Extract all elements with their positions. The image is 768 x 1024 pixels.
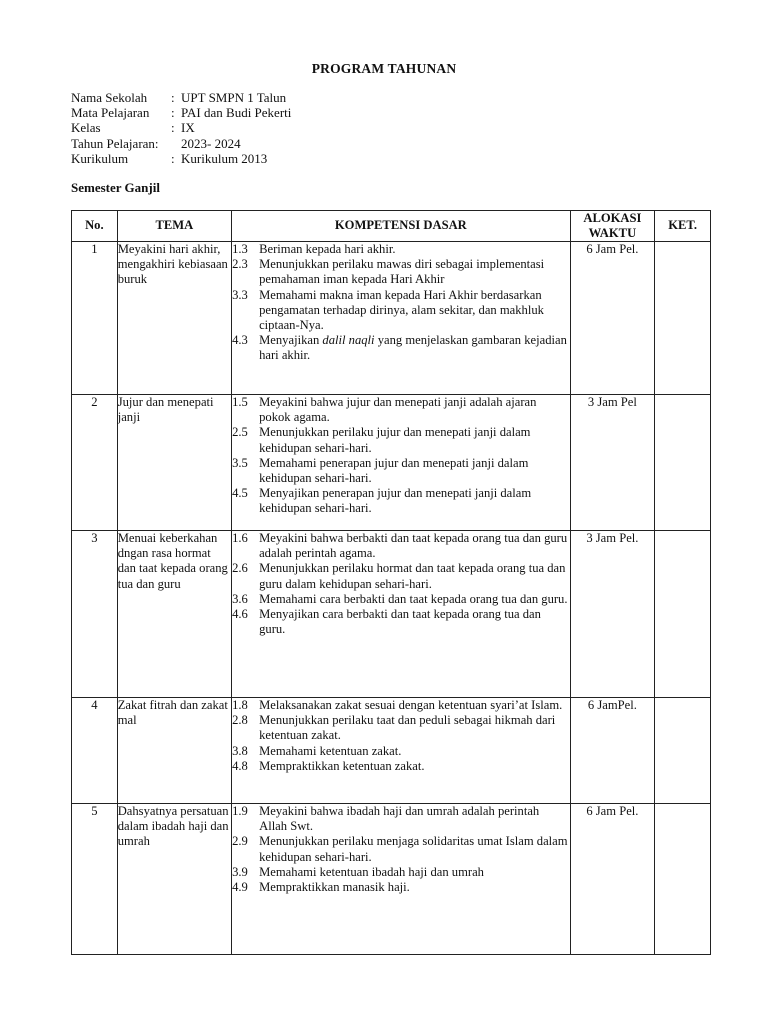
kd-item bbox=[232, 257, 569, 287]
kd-number: 3.5 bbox=[232, 455, 248, 470]
kd-text: Menyajikan cara berbakti dan taat kepada orang tua dan guru. bbox=[259, 607, 541, 637]
cell-no: 1 bbox=[72, 242, 118, 395]
kd-item bbox=[232, 607, 569, 637]
kd-number: 2.5 bbox=[232, 425, 248, 440]
header-alokasi-waktu bbox=[570, 211, 655, 242]
kd-text: Menunjukkan perilaku taat dan peduli sebagai hikmah dari ketentuan zakat. bbox=[259, 713, 556, 743]
kd-text-italic: dalil naqli bbox=[322, 333, 375, 348]
kd-number: 4.8 bbox=[232, 758, 248, 773]
semester-heading: Semester Ganjil bbox=[71, 180, 160, 195]
info-separator: : bbox=[171, 150, 175, 166]
info-row-school bbox=[71, 90, 291, 105]
kd-item bbox=[232, 804, 569, 834]
header-tema: TEMA bbox=[117, 211, 231, 242]
kd-text: Menunjukkan perilaku mawas diri sebagai implementasi pemahaman iman kepada Hari Akhir bbox=[259, 257, 545, 287]
kd-text: Memahami makna iman kepada Hari Akhir berdasarkan pengamatan terhadap dirinya, alam sekitar, dan makhluk ciptaan-Nya. bbox=[259, 287, 544, 333]
kd-text: Memahami ketentuan zakat. bbox=[259, 743, 402, 758]
info-label: Kurikulum bbox=[71, 150, 129, 166]
cell-alokasi: 3 Jam Pel bbox=[570, 395, 655, 531]
cell-ket bbox=[655, 804, 711, 955]
kd-item bbox=[232, 425, 569, 455]
kd-text: Menunjukkan perilaku jujur dan menepati janji dalam kehidupan sehari-hari. bbox=[259, 425, 531, 455]
kd-number: 2.6 bbox=[232, 561, 248, 576]
school-info bbox=[71, 90, 291, 166]
cell-ket bbox=[655, 698, 711, 804]
kd-number: 4.3 bbox=[232, 333, 248, 348]
info-value: IX bbox=[181, 120, 195, 136]
cell-tema: Menuai keberkahan dngan rasa hormat dan taat kepada orang tua dan guru bbox=[117, 531, 231, 698]
table-row bbox=[72, 242, 711, 395]
info-separator: : bbox=[171, 90, 175, 105]
kd-number: 2.9 bbox=[232, 834, 248, 849]
kd-item bbox=[232, 744, 569, 759]
kd-item bbox=[232, 456, 569, 486]
kd-text bbox=[259, 333, 569, 363]
document-title: PROGRAM TAHUNAN bbox=[311, 61, 457, 76]
kd-text: Memahami ketentuan ibadah haji dan umrah bbox=[259, 864, 484, 879]
kd-text: Mempraktikkan ketentuan zakat. bbox=[259, 758, 425, 773]
kd-text: Menunjukkan perilaku menjaga solidaritas umat Islam dalam kehidupan sehari-hari. bbox=[259, 834, 568, 864]
kd-text: Memahami penerapan jujur dan menepati janji dalam kehidupan sehari-hari. bbox=[259, 455, 529, 486]
header-no: No. bbox=[72, 211, 118, 242]
kd-number: 2.8 bbox=[232, 713, 248, 728]
kd-item bbox=[232, 759, 569, 774]
cell-kompetensi-dasar bbox=[232, 395, 570, 531]
info-value: Kurikulum 2013 bbox=[181, 150, 268, 166]
kd-number: 3.6 bbox=[232, 591, 248, 606]
info-row-subject bbox=[71, 105, 291, 120]
header-alokasi-line2: WAKTU bbox=[588, 226, 637, 240]
kd-number: 4.9 bbox=[232, 880, 248, 895]
kd-item bbox=[232, 561, 569, 591]
cell-kompetensi-dasar bbox=[232, 531, 570, 698]
kd-item bbox=[232, 395, 569, 425]
kd-number: 1.5 bbox=[232, 395, 248, 409]
cell-alokasi: 3 Jam Pel. bbox=[570, 531, 655, 698]
kd-text: Beriman kepada hari akhir. bbox=[259, 242, 396, 256]
table-row bbox=[72, 395, 711, 531]
info-row-class bbox=[71, 120, 291, 135]
cell-tema: Dahsyatnya persatuan dalam ibadah haji dan umrah bbox=[117, 804, 231, 955]
kd-text: Menunjukkan perilaku hormat dan taat kepada orang tua dan guru dalam kehidupan sehari-hari. bbox=[259, 561, 566, 591]
info-label: Kelas bbox=[71, 120, 101, 136]
info-separator bbox=[171, 136, 181, 151]
kd-number: 1.9 bbox=[232, 804, 248, 818]
cell-tema: Meyakini hari akhir, mengakhiri kebiasaan buruk bbox=[117, 242, 231, 395]
cell-tema: Zakat fitrah dan zakat mal bbox=[117, 698, 231, 804]
cell-no: 2 bbox=[72, 395, 118, 531]
info-row-curriculum bbox=[71, 151, 291, 166]
kd-item bbox=[232, 698, 569, 713]
kd-item bbox=[232, 531, 569, 561]
kd-number: 2.3 bbox=[232, 257, 248, 272]
info-label: Nama Sekolah bbox=[71, 90, 148, 105]
program-table bbox=[71, 210, 711, 955]
cell-ket bbox=[655, 531, 711, 698]
kd-item bbox=[232, 880, 569, 895]
kd-item bbox=[232, 486, 569, 516]
info-value: UPT SMPN 1 Talun bbox=[181, 90, 287, 105]
info-separator: : bbox=[171, 105, 175, 121]
cell-ket bbox=[655, 242, 711, 395]
cell-alokasi: 6 Jam Pel. bbox=[570, 242, 655, 395]
kd-item bbox=[232, 242, 569, 257]
header-kompetensi-dasar: KOMPETENSI DASAR bbox=[232, 211, 570, 242]
cell-kompetensi-dasar bbox=[232, 804, 570, 955]
info-value: 2023- 2024 bbox=[181, 135, 241, 151]
info-separator: : bbox=[171, 120, 175, 136]
kd-text: Meyakini bahwa berbakti dan taat kepada orang tua dan guru adalah perintah agama. bbox=[259, 531, 568, 561]
cell-alokasi: 6 Jam Pel. bbox=[570, 804, 655, 955]
kd-item bbox=[232, 834, 569, 864]
info-row-year bbox=[71, 136, 291, 151]
kd-number: 3.3 bbox=[232, 287, 248, 302]
kd-number: 3.9 bbox=[232, 864, 248, 879]
kd-text: Melaksanakan zakat sesuai dengan ketentuan syari’at Islam. bbox=[259, 698, 563, 712]
kd-number: 3.8 bbox=[232, 743, 248, 758]
header-alokasi-line1: ALOKASI bbox=[583, 211, 642, 225]
kd-text: Menyajikan penerapan jujur dan menepati janji dalam kehidupan sehari-hari. bbox=[259, 486, 532, 516]
cell-no: 5 bbox=[72, 804, 118, 955]
table-row bbox=[72, 531, 711, 698]
kd-text-after: yang menjelaskan gambaran kejadian hari akhir. bbox=[259, 333, 567, 363]
kd-text: Meyakini bahwa jujur dan menepati janji adalah ajaran pokok agama. bbox=[259, 395, 537, 425]
kd-item bbox=[232, 865, 569, 880]
kd-text: Mempraktikkan manasik haji. bbox=[259, 880, 410, 895]
cell-ket bbox=[655, 395, 711, 531]
kd-item bbox=[232, 288, 569, 334]
kd-item bbox=[232, 333, 569, 363]
kd-number: 1.3 bbox=[232, 242, 248, 256]
kd-text: Meyakini bahwa ibadah haji dan umrah adalah perintah Allah Swt. bbox=[259, 804, 540, 834]
info-label: Tahun Pelajaran: bbox=[71, 135, 159, 151]
info-value: PAI dan Budi Pekerti bbox=[181, 105, 292, 121]
kd-number: 1.8 bbox=[232, 698, 248, 712]
header-ket: KET. bbox=[655, 211, 711, 242]
cell-kompetensi-dasar bbox=[232, 242, 570, 395]
cell-no: 4 bbox=[72, 698, 118, 804]
cell-alokasi: 6 JamPel. bbox=[570, 698, 655, 804]
kd-item bbox=[232, 713, 569, 743]
kd-text-before: Menyajikan bbox=[259, 333, 323, 348]
kd-text: Memahami cara berbakti dan taat kepada orang tua dan guru. bbox=[259, 591, 568, 606]
kd-number: 4.5 bbox=[232, 486, 248, 501]
info-label: Mata Pelajaran bbox=[71, 105, 150, 121]
cell-tema: Jujur dan menepati janji bbox=[117, 395, 231, 531]
kd-item bbox=[232, 592, 569, 607]
table-row bbox=[72, 698, 711, 804]
table-header-row bbox=[72, 211, 711, 242]
cell-kompetensi-dasar bbox=[232, 698, 570, 804]
table-row bbox=[72, 804, 711, 955]
cell-no: 3 bbox=[72, 531, 118, 698]
kd-number: 4.6 bbox=[232, 607, 248, 622]
kd-number: 1.6 bbox=[232, 531, 248, 545]
